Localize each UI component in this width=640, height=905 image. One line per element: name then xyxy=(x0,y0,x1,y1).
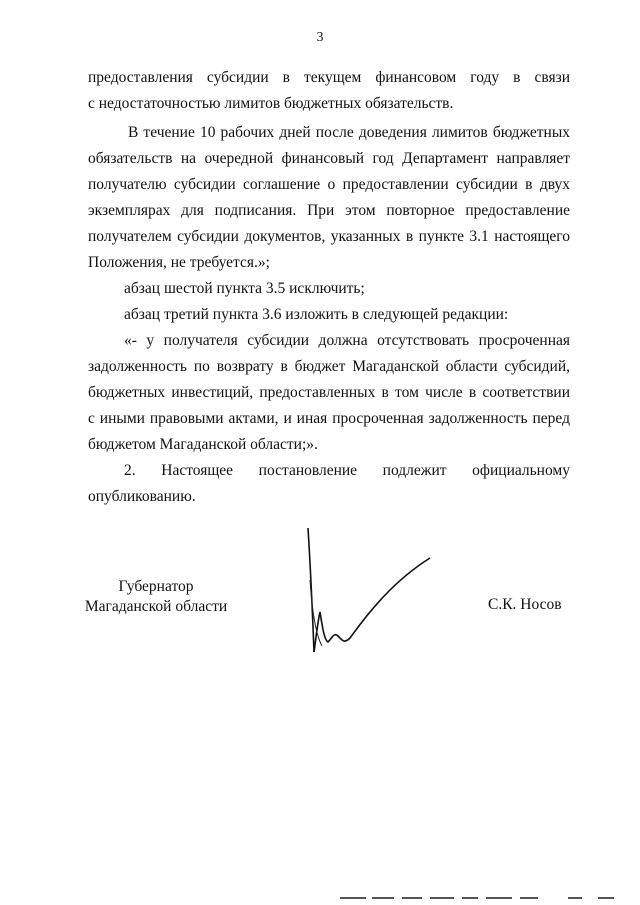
scan-artifact xyxy=(568,897,582,899)
handwritten-signature xyxy=(290,520,450,660)
body-line: задолженность по возврату в бюджет Магаданской области субсидий, xyxy=(88,358,570,375)
body-line: экземплярах для подписания. При этом повторное предоставление xyxy=(88,202,570,219)
scan-artifact xyxy=(402,897,422,899)
page-number: 3 xyxy=(316,30,324,45)
body-line: абзац третий пункта 3.6 изложить в следующей редакции: xyxy=(124,306,509,323)
body-line: «- у получателя субсидии должна отсутствовать просроченная xyxy=(124,332,570,349)
signatory-position-line1: Губернатор xyxy=(118,578,194,595)
body-line: получателем субсидии документов, указанных в пункте 3.1 настоящего xyxy=(88,228,570,245)
body-line: 2. Настоящее постановление подлежит официальному xyxy=(124,462,570,479)
scan-artifact xyxy=(430,897,454,899)
body-line: обязательств на очередной финансовый год Департамент направляет xyxy=(88,150,570,167)
body-line: Положения, не требуется.»; xyxy=(88,254,270,271)
signatory-name: С.К. Носов xyxy=(488,596,562,613)
body-line: бюджетных инвестиций, предоставленных в том числе в соответствии xyxy=(88,384,570,401)
scan-artifact xyxy=(520,897,538,899)
scan-artifact xyxy=(462,897,478,899)
body-line: получателю субсидии соглашение о предоставлении субсидии в двух xyxy=(88,176,570,193)
scan-artifact xyxy=(598,897,614,899)
body-line: бюджетом Магаданской области;». xyxy=(88,436,318,453)
body-line: с недостаточностью лимитов бюджетных обязательств. xyxy=(88,95,454,112)
signatory-position-line2: Магаданской области xyxy=(84,598,228,615)
scan-artifact xyxy=(372,897,394,899)
scan-artifact xyxy=(340,897,366,899)
body-line: В течение 10 рабочих дней после доведения лимитов бюджетных xyxy=(128,124,570,141)
body-line: абзац шестой пункта 3.5 исключить; xyxy=(124,280,365,297)
body-line: с иными правовыми актами, и иная просроченная задолженность перед xyxy=(88,410,570,427)
body-line: предоставления субсидии в текущем финансовом году в связи xyxy=(88,69,570,86)
signatory-position xyxy=(76,577,236,617)
body-line: опубликованию. xyxy=(88,488,196,505)
scan-artifact xyxy=(486,897,512,899)
